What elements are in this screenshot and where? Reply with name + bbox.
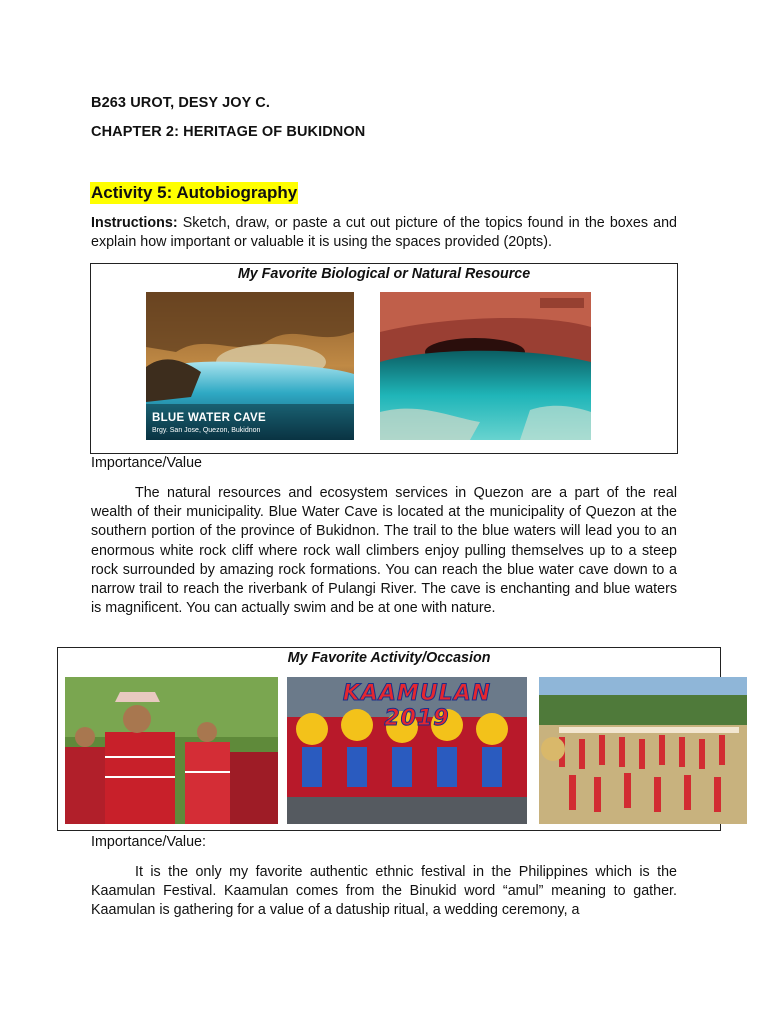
instructions-label: Instructions: bbox=[91, 215, 178, 231]
importance-label-1: Importance/Value bbox=[91, 455, 202, 471]
student-name: B263 UROT, DESY JOY C. bbox=[91, 95, 270, 111]
blue-water-cave-location: Brgy. San Jose, Quezon, Bukidnon bbox=[152, 427, 261, 434]
festival-dancers-photo bbox=[65, 677, 278, 824]
instructions bbox=[91, 214, 677, 252]
kaamulan-2019-photo bbox=[287, 677, 527, 824]
natural-resource-paragraph bbox=[91, 484, 677, 618]
chapter-title: CHAPTER 2: HERITAGE OF BUKIDNON bbox=[91, 124, 366, 140]
street-dance-photo bbox=[539, 677, 747, 824]
natural-resource-text: The natural resources and ecosystem services in Quezon are a part of the real wealth of their municipality. Blue Water Cave is located at the municipality of Quezon at the southern portion of the province of Bukidnon. The trail to the blue waters will lead you to an enormous white rock cliff where rock wall climbers enjoy pulling themselves up to a steep rock surrounded by amazing rock formations. You can reach the blue water cave down to a narrow trail to reach the riverbank of Pulangi River. The cave is enchanting and blue waters is magnificent. You can actually swim and be at one with nature. bbox=[91, 485, 677, 617]
cave-interior-photo bbox=[380, 292, 591, 440]
activity-occasion-box-title: My Favorite Activity/Occasion bbox=[287, 650, 491, 666]
importance-label-2: Importance/Value: bbox=[91, 834, 206, 850]
kaamulan-banner-text: KAAMULAN 2019 bbox=[342, 681, 492, 731]
activity-title: Activity 5: Autobiography bbox=[91, 183, 298, 202]
natural-resource-box bbox=[90, 263, 678, 454]
activity-occasion-text: It is the only my favorite authentic ethnic festival in the Philippines which is the Kaamulan Festival. Kaamulan comes from the Binukid word “amul” meaning to gather. Kaamulan is gathering for a value of a datuship ritual, a wedding ceremony, a bbox=[91, 864, 677, 919]
activity-occasion-box bbox=[57, 647, 721, 831]
blue-water-cave-photo bbox=[146, 292, 354, 440]
activity-occasion-paragraph bbox=[91, 863, 677, 921]
natural-resource-box-title: My Favorite Biological or Natural Resource bbox=[237, 266, 531, 282]
blue-water-cave-caption: BLUE WATER CAVE bbox=[152, 412, 266, 424]
instructions-text: Sketch, draw, or paste a cut out picture of the topics found in the boxes and explain how important or valuable it is using the spaces provided (20pts). bbox=[91, 215, 677, 251]
